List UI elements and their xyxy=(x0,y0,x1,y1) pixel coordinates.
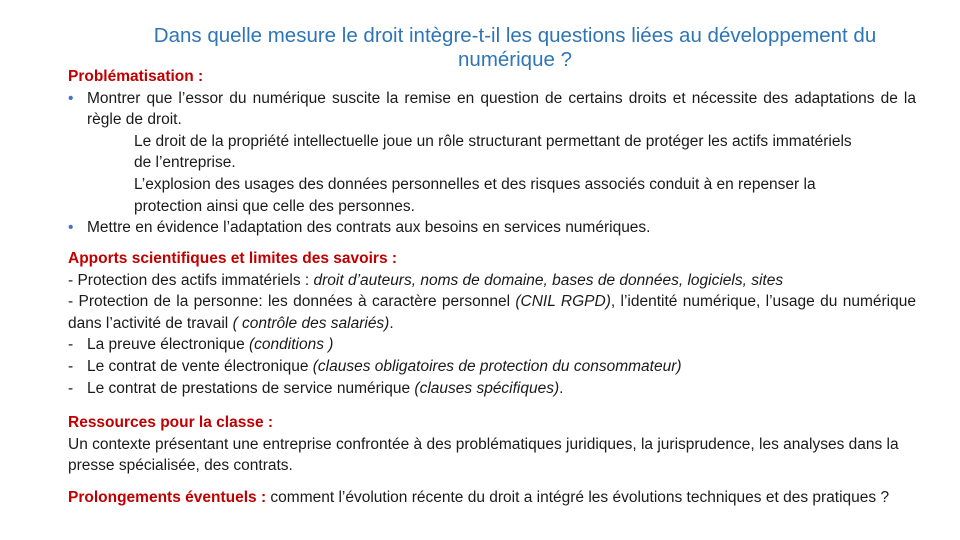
bullet-icon: • xyxy=(68,219,74,237)
apport-text: - Protection de la personne: les données à caractère personnel xyxy=(68,293,516,311)
apport-text: La preuve électronique xyxy=(87,336,250,354)
bullet-text: Mettre en évidence l’adaptation des contrats aux besoins en services numériques. xyxy=(87,219,651,237)
apport-line xyxy=(68,270,916,292)
ressources-heading: Ressources pour la classe : xyxy=(68,414,274,431)
apport-line xyxy=(68,378,916,400)
apport-text: , l’identité numérique, l’usage du numérique dans l’activité de travail xyxy=(68,293,916,332)
prolongements-heading: Prolongements éventuels : xyxy=(68,489,267,506)
apports-heading: Apports scientifiques et limites des savoirs : xyxy=(68,250,398,267)
sub-point: Le droit de la propriété intellectuelle joue un rôle structurant permettant de protéger les actifs immatériels de l’entreprise. xyxy=(134,132,852,172)
apport-text: Le contrat de prestations de service numérique xyxy=(87,379,415,397)
apport-text: . xyxy=(389,314,394,332)
apports-section xyxy=(68,248,916,399)
apport-italic: (conditions ) xyxy=(249,336,334,354)
dash-marker: - xyxy=(68,357,74,375)
problematisation-section xyxy=(68,66,916,239)
page-title: Dans quelle mesure le droit intègre-t-il les questions liées au développement du numérique ? xyxy=(153,24,877,71)
apport-line xyxy=(68,356,916,378)
problematisation-heading: Problématisation : xyxy=(68,68,204,85)
apport-italic: (CNIL RGPD) xyxy=(515,293,611,311)
ressources-text: Un contexte présentant une entreprise confrontée à des problématiques juridiques, la jurisprudence, les analyses dans la presse spécialisée, des contrats. xyxy=(68,435,899,475)
ressources-section xyxy=(68,412,916,477)
bullet-item xyxy=(68,88,916,131)
dash-marker: - xyxy=(68,379,74,397)
apport-text: . xyxy=(559,379,564,397)
bullet-item xyxy=(68,217,916,239)
dash-marker: - xyxy=(68,336,74,354)
bullet-text: Montrer que l’essor du numérique suscite la remise en question de certains droits et nécessite des adaptations de la règle de droit. xyxy=(87,89,916,129)
apport-italic: (clauses obligatoires de protection du consommateur) xyxy=(312,357,682,375)
prolongements-section xyxy=(68,487,916,509)
sub-point: L’explosion des usages des données personnelles et des risques associés conduit à en repenser la protection ainsi que celle des personnes. xyxy=(134,175,816,215)
apport-text: Le contrat de vente électronique xyxy=(87,357,313,375)
apport-italic: (clauses spécifiques) xyxy=(414,379,560,397)
apport-line xyxy=(68,291,916,334)
apport-italic: droit d’auteurs, noms de domaine, bases de données, logiciels, sites xyxy=(313,271,784,289)
prolongements-text: comment l’évolution récente du droit a intégré les évolutions techniques et des pratiques ? xyxy=(266,489,890,506)
apport-line xyxy=(68,334,916,356)
bullet-icon: • xyxy=(68,89,74,107)
apport-text: - Protection des actifs immatériels : xyxy=(68,271,314,289)
apport-italic: ( contrôle des salariés) xyxy=(232,314,390,332)
